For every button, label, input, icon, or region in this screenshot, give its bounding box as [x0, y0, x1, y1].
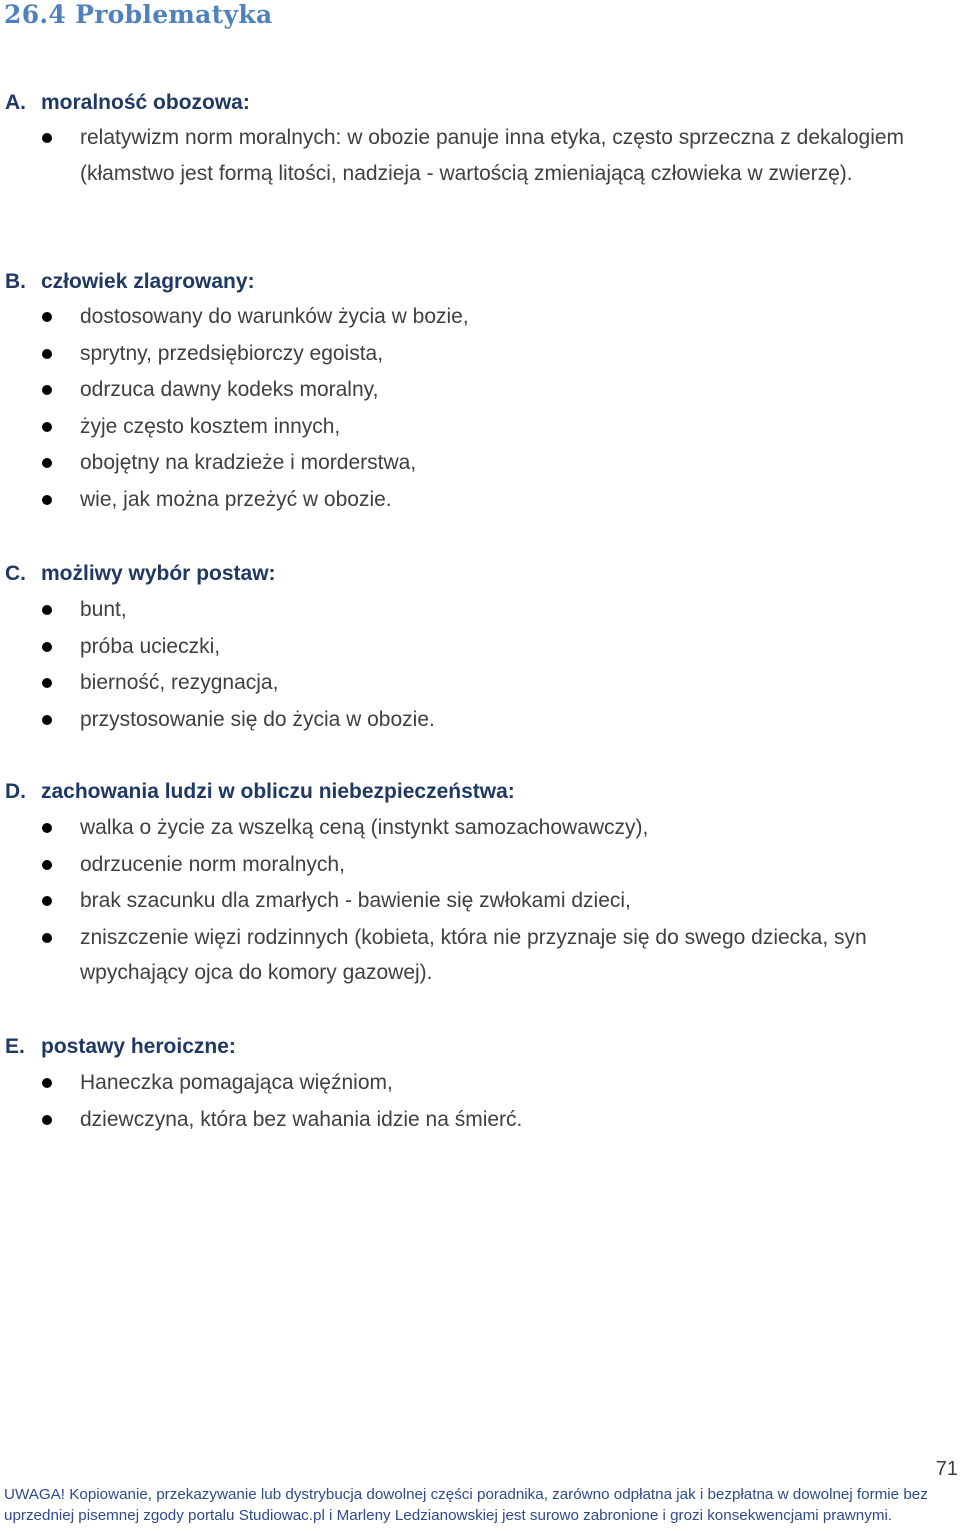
section-heading-text: możliwy wybór postaw:	[41, 562, 276, 585]
section-heading-d	[5, 779, 515, 805]
footer-line: uprzedniej pisemnej zgody portalu Studiowac.pl i Marleny Ledzianowskiej jest surowo zabronione i grozi konsekwencjami prawnymi.	[4, 1507, 893, 1524]
list-item: dziewczyna, która bez wahania idzie na śmierć.	[0, 1102, 960, 1139]
list-section-b	[0, 299, 960, 518]
list-item: odrzucenie norm moralnych,	[0, 847, 960, 884]
list-section-d	[0, 810, 960, 991]
bullet-icon	[42, 312, 52, 322]
bullet-icon	[42, 422, 52, 432]
bullet-icon	[42, 605, 52, 615]
list-section-a	[0, 120, 960, 191]
section-heading-b	[5, 269, 255, 295]
bullet-icon	[42, 678, 52, 688]
bullet-icon	[42, 1115, 52, 1125]
list-item: próba ucieczki,	[0, 629, 960, 666]
list-item: walka o życie za wszelką ceną (instynkt samozachowawczy),	[0, 810, 960, 847]
bullet-icon	[42, 715, 52, 725]
bullet-icon	[42, 823, 52, 833]
list-item: brak szacunku dla zmarłych - bawienie się zwłokami dzieci,	[0, 883, 960, 920]
section-heading-text: człowiek zlagrowany:	[41, 270, 255, 293]
section-letter: C.	[5, 562, 26, 585]
section-heading-a	[5, 90, 250, 116]
list-item: przystosowanie się do życia w obozie.	[0, 702, 960, 739]
list-section-c	[0, 592, 960, 738]
section-heading-c	[5, 561, 276, 587]
page-title: 26.4 Problematyka	[4, 0, 273, 29]
bullet-icon	[42, 458, 52, 468]
section-heading-e	[5, 1034, 236, 1060]
list-item: relatywizm norm moralnych: w obozie panuje inna etyka, często sprzeczna z dekalogiem (kłamstwo jest formą litości, nadzieja - wartością zmieniającą człowieka w zwierzę).	[0, 120, 960, 191]
section-letter: B.	[5, 270, 26, 293]
list-item: odrzuca dawny kodeks moralny,	[0, 372, 960, 409]
section-letter: E.	[5, 1035, 25, 1058]
copyright-footer	[4, 1484, 960, 1526]
bullet-icon	[42, 385, 52, 395]
bullet-icon	[42, 349, 52, 359]
page-number: 71	[935, 1458, 958, 1480]
list-item: dostosowany do warunków życia w bozie,	[0, 299, 960, 336]
section-heading-text: postawy heroiczne:	[41, 1035, 236, 1058]
section-heading-text: zachowania ludzi w obliczu niebezpieczeństwa:	[41, 780, 515, 803]
section-heading-text: moralność obozowa:	[41, 91, 250, 114]
bullet-icon	[42, 495, 52, 505]
bullet-icon	[42, 642, 52, 652]
list-item: żyje często kosztem innych,	[0, 409, 960, 446]
list-item: wie, jak można przeżyć w obozie.	[0, 482, 960, 519]
list-item: zniszczenie więzi rodzinnych (kobieta, która nie przyznaje się do swego dziecka, syn wpychający ojca do komory gazowej).	[0, 920, 960, 991]
list-item: obojętny na kradzieże i morderstwa,	[0, 445, 960, 482]
list-item: bierność, rezygnacja,	[0, 665, 960, 702]
section-letter: D.	[5, 780, 26, 803]
list-section-e	[0, 1065, 960, 1138]
section-letter: A.	[5, 91, 26, 114]
list-item: sprytny, przedsiębiorczy egoista,	[0, 336, 960, 373]
bullet-icon	[42, 933, 52, 943]
list-item: bunt,	[0, 592, 960, 629]
bullet-icon	[42, 896, 52, 906]
bullet-icon	[42, 860, 52, 870]
bullet-icon	[42, 1078, 52, 1088]
footer-line: UWAGA! Kopiowanie, przekazywanie lub dystrybucja dowolnej części poradnika, zarówno odpłatna jak i bezpłatna w dowolnej formie bez	[4, 1486, 928, 1503]
bullet-icon	[42, 133, 52, 143]
list-item: Haneczka pomagająca więźniom,	[0, 1065, 960, 1102]
